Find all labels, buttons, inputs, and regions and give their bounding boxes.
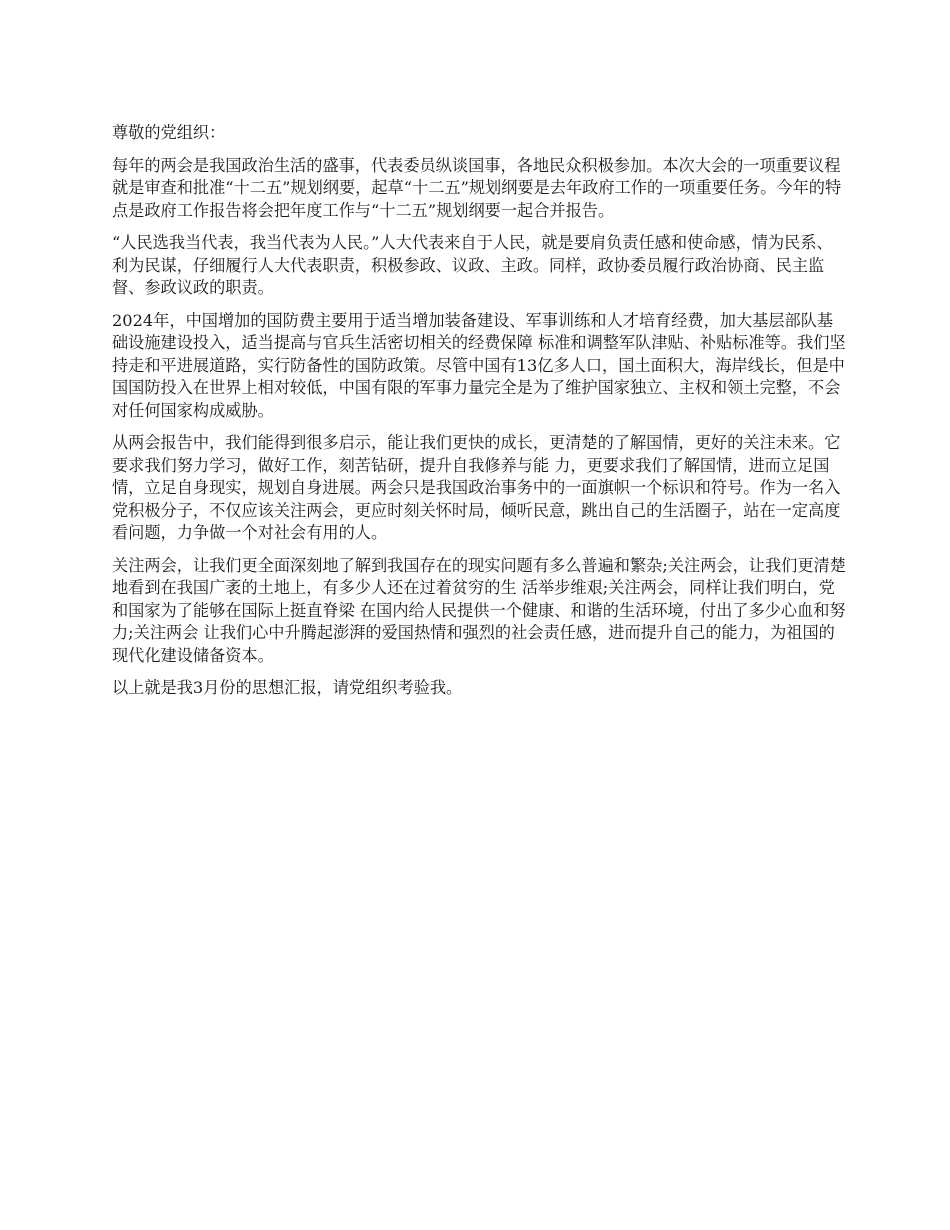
paragraph-3: 2024年，中国增加的国防费主要用于适当增加装备建设、军事训练和人才培育经费，加大基层部队基础设施建设投入，适当提高与官兵生活密切相关的经费保障 标准和调整军队津贴、补贴标准等。我们坚持走和平进展道路，实行防备性的国防政策。尽管中国有13亿多人口，国土面积大，海岸线长，但是中国国防投入在世界上相对较低，中国有限的军事力量完全是为了维护国家独立、主权和领土完整，不会对任何国家构成威胁。 <box>112 310 846 420</box>
paragraph-1: 每年的两会是我国政治生活的盛事，代表委员纵谈国事，各地民众积极参加。本次大会的一项重要议程就是审查和批准“十二五”规划纲要，起草“十二五”规划纲要是去年政府工作的一项重要任务。今年的特点是政府工作报告将会把年度工作与“十二五”规划纲要一起合并报告。 <box>112 155 842 220</box>
document-body <box>112 122 847 710</box>
paragraph-5: 关注两会，让我们更全面深刻地了解到我国存在的现实问题有多么普遍和繁杂;关注两会，让我们更清楚地看到在我国广袤的土地上，有多少人还在过着贫穷的生 活举步维艰;关注两会，同样让我们明白，党和国家为了能够在国际上挺直脊梁 在国内给人民提供一个健康、和谐的生活环境，付出了多少心血和努力;关注两会 让我们心中升腾起澎湃的爱国热情和强烈的社会责任感，进而提升自己的能力，为祖国的现代化建设储备资本。 <box>112 555 846 665</box>
paragraph-2: “人民选我当代表，我当代表为人民。”人大代表来自于人民，就是要肩负责任感和使命感，情为民系、利为民谋，仔细履行人大代表职责，积极参政、议政、主政。同样，政协委员履行政治协商、民主监督、参政议政的职责。 <box>112 233 833 297</box>
salutation: 尊敬的党组织： <box>112 123 226 142</box>
paragraph-4: 从两会报告中，我们能得到很多启示，能让我们更快的成长，更清楚的了解国情，更好的关注未来。它要求我们努力学习，做好工作，刻苦钻研，提升自我修养与能 力，更要求我们了解国情，进而立足国情，立足自身现实，规划自身进展。两会只是我国政治事务中的一面旗帜一个标识和符号。作为一名入党积极分子，不仅应该关注两会，更应时刻关怀时局，倾听民意，跳出自己的生活圈子，站在一定高度看问题，力争做一个对社会有用的人。 <box>112 433 841 542</box>
closing-line: 以上就是我3月份的思想汇报，请党组织考验我。 <box>112 678 463 697</box>
